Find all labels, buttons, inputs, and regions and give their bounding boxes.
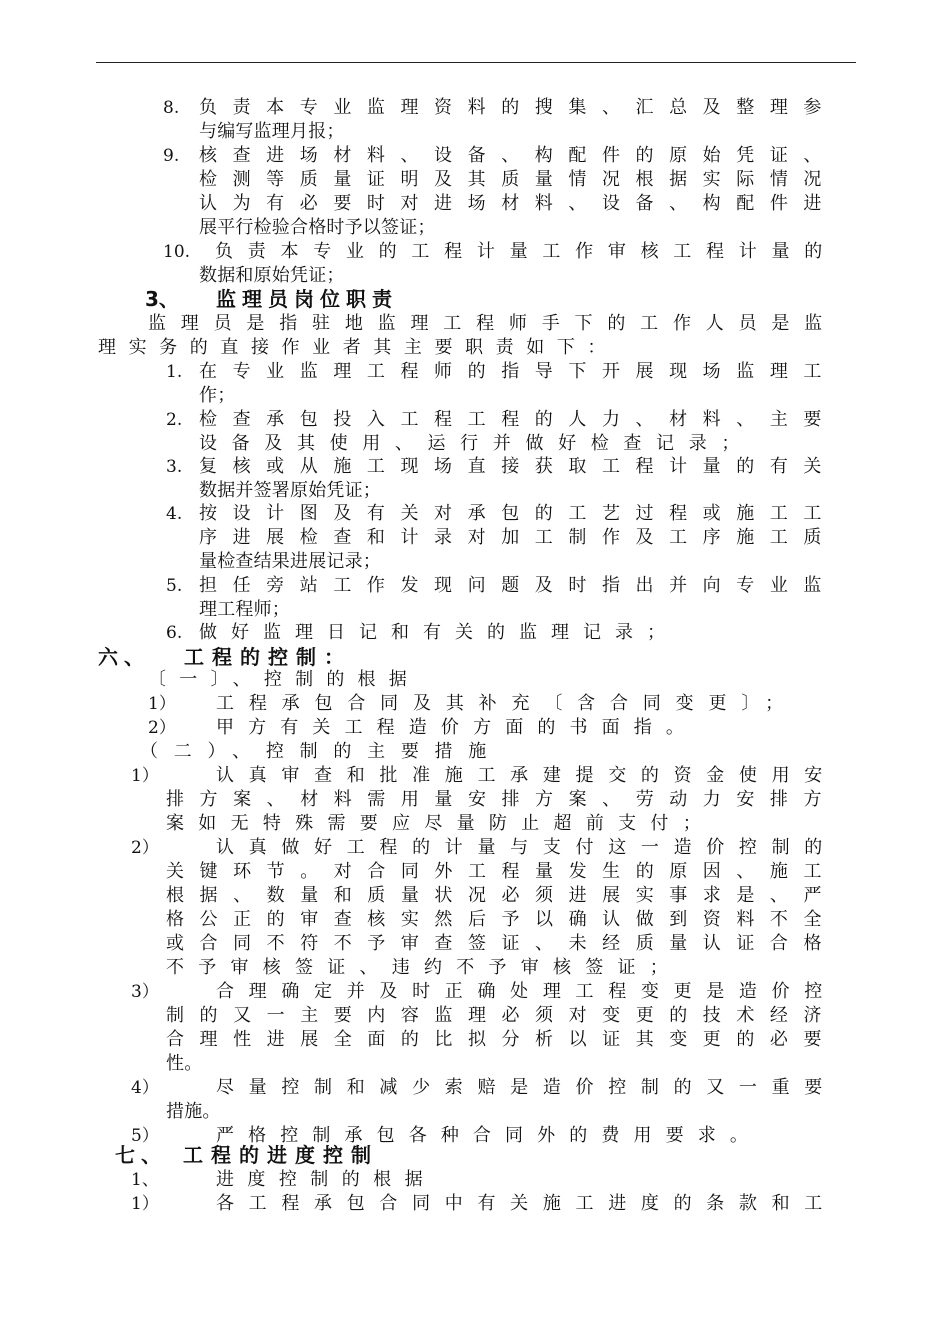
list-number: 9. bbox=[163, 146, 180, 166]
text-line: 作； bbox=[199, 385, 236, 406]
text-line: 复核或从施工现场直接获取工程计量的有关 bbox=[199, 456, 837, 477]
section-title: 工程的进度控制 bbox=[183, 1143, 379, 1167]
list-number: 2） bbox=[131, 838, 159, 858]
text-line: 认真审查和批准施工承建提交的资金使用安 bbox=[216, 765, 837, 786]
list-number: 1. bbox=[166, 362, 183, 382]
text-line: 或合同不符不予审查签证、未经质量认证合格 bbox=[166, 933, 837, 954]
text-line: 与编写监理月报； bbox=[199, 121, 345, 142]
list-number: 4. bbox=[166, 504, 183, 524]
text-line: 检查承包投入工程工程的人力、材料、主要 bbox=[199, 409, 837, 430]
list-number: 1） bbox=[131, 766, 159, 786]
text-line: 合理性进展全面的比拟分析以证其变更的必要 bbox=[166, 1029, 837, 1050]
text-line: 措施。 bbox=[166, 1101, 221, 1122]
list-number: 6. bbox=[166, 623, 183, 643]
text-line: 核查进场材料、设备、构配件的原始凭证、 bbox=[199, 145, 837, 166]
subheading: （二）、控制的主要措施 bbox=[140, 741, 502, 762]
section-title: 监理员岗位职责 bbox=[216, 287, 398, 311]
text-line: 甲方有关工程造价方面的书面指。 bbox=[216, 717, 698, 738]
text-line: 严格控制承包各种合同外的费用要求。 bbox=[216, 1125, 762, 1146]
list-number: 3. bbox=[166, 457, 183, 477]
list-number: 5. bbox=[166, 576, 183, 596]
text-line: 按设计图及有关对承包的工艺过程或施工工 bbox=[199, 503, 837, 524]
list-number: 2） bbox=[148, 718, 176, 738]
text-line: 数据和原始凭证； bbox=[199, 265, 345, 286]
list-number: 5） bbox=[131, 1126, 159, 1146]
text-line: 认真做好工程的计量与支付这一造价控制的 bbox=[216, 837, 837, 858]
paragraph-line: 理实务的直接作业者其主要职责如下： bbox=[98, 337, 618, 358]
paragraph-line: 监理员是指驻地监理工程师手下的工作人员是监 bbox=[148, 313, 837, 334]
text-line: 性。 bbox=[166, 1053, 203, 1074]
text-line: 根据、数量和质量状况必须进展实事求是、严 bbox=[166, 885, 837, 906]
text-line: 合理确定并及时正确处理工程变更是造价控 bbox=[216, 981, 837, 1002]
text-line: 理工程师； bbox=[199, 599, 290, 620]
section-title: 工程的控制： bbox=[184, 645, 352, 669]
text-line: 认为有必要时对进场材料、设备、构配件进 bbox=[199, 193, 837, 214]
text-line: 设备及其使用、运行并做好检查记录； bbox=[199, 433, 754, 454]
text-line: 数据并签署原始凭证； bbox=[199, 480, 381, 501]
list-number: 1、 bbox=[131, 1170, 159, 1190]
section-number: 3、 bbox=[145, 287, 179, 311]
text-line: 不予审核签证、违约不予审核签证； bbox=[166, 957, 682, 978]
list-number: 2. bbox=[166, 410, 183, 430]
text-line: 担任旁站工作发现问题及时指出并向专业监 bbox=[199, 575, 837, 596]
list-number: 4） bbox=[131, 1078, 159, 1098]
list-number: 1） bbox=[148, 694, 176, 714]
text-line: 各工程承包合同中有关施工进度的条款和工 bbox=[216, 1193, 837, 1214]
text-line: 在专业监理工程师的指导下开展现场监理工 bbox=[199, 361, 837, 382]
list-number: 8. bbox=[163, 98, 180, 118]
text-line: 进度控制的根据 bbox=[216, 1169, 436, 1190]
subheading: 〔一〕、控制的根据 bbox=[148, 669, 420, 690]
text-line: 尽量控制和减少索赔是造价控制的又一重要 bbox=[216, 1077, 837, 1098]
list-number: 3） bbox=[131, 982, 159, 1002]
list-number: 1） bbox=[131, 1194, 159, 1214]
section-number: 七、 bbox=[115, 1143, 167, 1167]
text-line: 展平行检验合格时予以签证； bbox=[199, 217, 436, 238]
text-line: 序进展检查和计录对加工制作及工序施工质 bbox=[199, 527, 837, 548]
text-line: 做好监理日记和有关的监理记录； bbox=[199, 622, 679, 643]
header-rule bbox=[96, 62, 856, 63]
text-line: 负责本专业监理资料的搜集、汇总及整理参 bbox=[199, 97, 837, 118]
section-number: 六、 bbox=[98, 645, 150, 669]
text-line: 检测等质量证明及其质量情况根据实际情况 bbox=[199, 169, 837, 190]
text-line: 关键环节。对合同外工程量发生的原因、施工 bbox=[166, 861, 837, 882]
text-line: 工程承包合同及其补充〔含合同变更〕； bbox=[216, 693, 798, 714]
text-line: 排方案、材料需用量安排方案、劳动力安排方 bbox=[166, 789, 837, 810]
text-line: 格公正的审查核实然后予以确认做到资料不全 bbox=[166, 909, 837, 930]
text-line: 制的又一主要内容监理必须对变更的技术经济 bbox=[166, 1005, 837, 1026]
text-line: 案如无特殊需要应尽量防止超前支付； bbox=[166, 813, 715, 834]
list-number: 10. bbox=[163, 242, 191, 262]
text-line: 负责本专业的工程计量工作审核工程计量的 bbox=[215, 241, 837, 262]
text-line: 量检查结果进展记录； bbox=[199, 551, 381, 572]
